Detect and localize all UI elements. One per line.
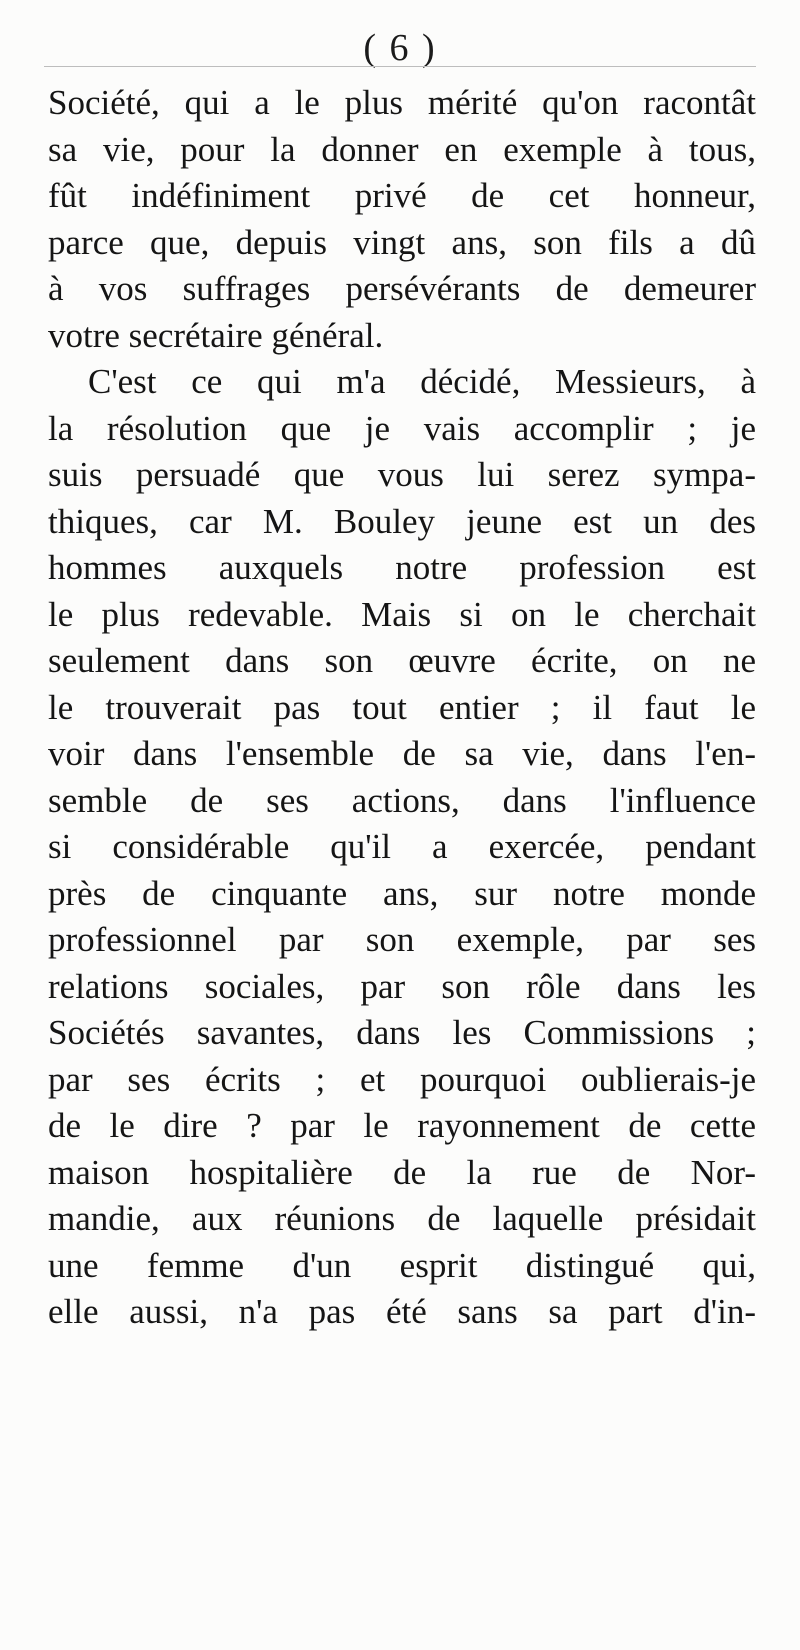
text-line: sa vie, pour la donner en exemple à tous, — [48, 129, 756, 169]
text-line: la résolution que je vais accomplir ; je — [48, 408, 756, 448]
body-text — [48, 80, 756, 1336]
text-line: professionnel par son exemple, par ses — [48, 920, 756, 959]
text-line: relations sociales, par son rôle dans les — [48, 966, 756, 1006]
text-line: le plus redevable. Mais si on le cherchait — [48, 594, 756, 634]
text-line: Sociétés savantes, dans les Commissions ; — [48, 1013, 756, 1052]
text-line: Société, qui a le plus mérité qu'on racontât — [48, 83, 756, 122]
page-number: ( 6 ) — [363, 27, 437, 69]
paragraph-1 — [48, 80, 756, 359]
text-line: seulement dans son œuvre écrite, on ne — [48, 641, 756, 680]
text-line: si considérable qu'il a exercée, pendant — [48, 827, 756, 866]
text-line: hommes auxquels notre profession est — [48, 548, 756, 587]
text-line: fût indéfiniment privé de cet honneur, — [48, 176, 756, 215]
text-line: elle aussi, n'a pas été sans sa part d'in- — [48, 1292, 756, 1331]
text-line: une femme d'un esprit distingué qui, — [48, 1245, 756, 1285]
text-line: suis persuadé que vous lui serez sympa- — [48, 455, 756, 494]
text-line: par ses écrits ; et pourquoi oublierais-je — [48, 1059, 756, 1099]
text-line: parce que, depuis vingt ans, son fils a dû — [48, 222, 756, 262]
text-line: thiques, car M. Bouley jeune est un des — [48, 501, 756, 541]
text-line: mandie, aux réunions de laquelle présidait — [48, 1199, 756, 1238]
text-line: le trouverait pas tout entier ; il faut le — [48, 687, 756, 727]
text-line: votre secrétaire général. — [48, 315, 384, 355]
paragraph-2 — [48, 359, 756, 1336]
text-line: voir dans l'ensemble de sa vie, dans l'en- — [48, 734, 756, 773]
text-line: de le dire ? par le rayonnement de cette — [48, 1106, 756, 1145]
text-line: semble de ses actions, dans l'influence — [48, 780, 756, 820]
text-line: C'est ce qui m'a décidé, Messieurs, à — [88, 362, 756, 401]
header-rule — [44, 66, 756, 67]
text-line: maison hospitalière de la rue de Nor- — [48, 1152, 756, 1192]
text-line: près de cinquante ans, sur notre monde — [48, 873, 756, 913]
text-line: à vos suffrages persévérants de demeurer — [48, 269, 756, 308]
